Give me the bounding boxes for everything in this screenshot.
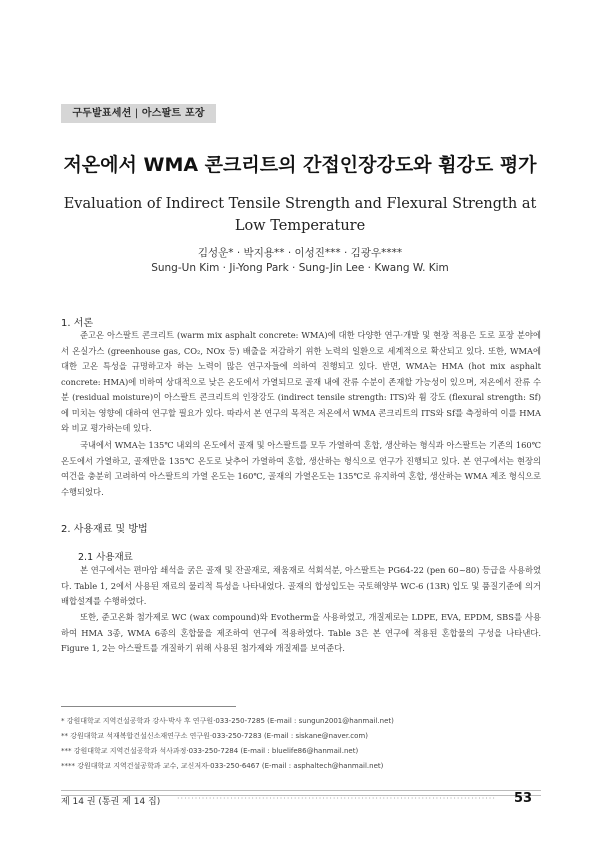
section-2-heading: 2. 사용재료 및 방법 bbox=[61, 524, 148, 535]
section-1-heading: 1. 서론 bbox=[61, 318, 94, 329]
session-category: 구두발표세션 bbox=[72, 108, 132, 119]
section-1-paragraph-2: 국내에서 WMA는 135℃ 내외의 온도에서 골재 및 아스팔트를 모두 가열하여 혼합, 생산하는 형식과 아스팔트는 기존의 160℃ 온도에서 가열하고, 골재만을 135℃ 온도로 낮추어 가열하여 혼합, 생산하는 형식으로 연구가 진행되고 있다. 본 연구에서는 현장의 여건을 충분히 고려하여 아스팔트의 가열 온도는 160℃, 골재의 가열온도는 135℃로 유지하여 혼합, 생산하는 WMA 제조 형식으로 수행되었다. bbox=[61, 440, 541, 497]
page-number: 53 bbox=[514, 791, 533, 806]
footnote-2: ** 강원대학교 석재복합건설신소재연구소 연구원·033-250-7283 (E-mail : siskane@naver.com) bbox=[61, 732, 368, 740]
footer-issue: 제 14 권 (통권 제 14 집) bbox=[61, 797, 161, 807]
section-1-paragraph-1: 준고온 아스팔트 콘크리트 (warm mix asphalt concrete: WMA)에 대한 다양한 연구·개발 및 현장 적용은 도로 포장 분야에서 온실가스 (greenhouse gas, CO₂, NOx 등) 배출을 저감하기 위한 노력의 일환으로 세계적으로 확산되고 있다. 또한, WMA에 대한 고온 특성을 규명하고자 하는 노력이 많은 연구자들에 의하여 진행되고 있다. 반면, WMA는 HMA (hot mix asphalt concrete: HMA)에 비하여 상대적으로 낮은 온도에서 가열되므로 골재 내에 잔류 수분이 존재할 가능성이 있으며, 저온에서 잔류 수분 (residual moisture)이 아스팔트 콘크리트의 인장강도 (indirect tensile strength: ITS)와 휨 강도 (flexural strength: Sf)에 미치는 영향에 대하여 연구할 필요가 있다. 따라서 본 연구의 목적은 저온에서 WMA 콘크리트의 ITS와 Sf를 측정하여 이를 HMA와 비교 평가하는데 있다. bbox=[61, 330, 541, 433]
session-separator: | bbox=[134, 108, 139, 119]
section-2-paragraph-1: 본 연구에서는 편마암 쇄석을 굵은 골재 및 잔골재로, 채움재로 석회석분, 아스팔트는 PG64-22 (pen 60~80) 등급을 사용하였다. Table 1, 2에서 사용된 재료의 물리적 특성을 나타내었다. 골재의 합성입도는 국토해양부 WC-6 (13R) 입도 및 품질기준에 의거 배합설계를 수행하였다. bbox=[61, 565, 541, 606]
footnote-3: *** 강원대학교 지역건설공학과 석사과정·033-250-7284 (E-mail : bluelife86@hanmail.net) bbox=[61, 747, 359, 755]
session-topic: 아스팔트 포장 bbox=[141, 108, 205, 119]
subsection-2-1-heading: 2.1 사용재료 bbox=[78, 552, 133, 563]
authors-korean: 김성운* · 박지용** · 이성진*** · 김광우**** bbox=[197, 247, 403, 259]
footnote-1: * 강원대학교 지역건설공학과 강사·박사 후 연구원·033-250-7285 (E-mail : sungun2001@hanmail.net) bbox=[61, 717, 394, 725]
footnote-divider bbox=[61, 706, 236, 707]
session-tag bbox=[61, 104, 216, 123]
section-2-paragraph-2: 또한, 준고온화 첨가제로 WC (wax compound)와 Evotherm을 사용하였고, 개질제로는 LDPE, EVA, EPDM, SBS를 사용하여 HMA 3종, WMA 6종의 혼합물을 제조하여 연구에 적용하였다. Table 3은 본 연구에 적용된 혼합물의 구성을 나타낸다. Figure 1, 2는 아스팔트를 개질하기 위해 사용된 첨가제와 개질제를 보여준다. bbox=[61, 612, 541, 653]
footnote-4: **** 강원대학교 지역건설공학과 교수, 교신저자·033-250-6467 (E-mail : asphaltech@hanmail.net) bbox=[61, 762, 384, 770]
authors-english: Sung-Un Kim · Ji-Yong Park · Sung-Jin Lee · Kwang W. Kim bbox=[151, 262, 449, 274]
paper-title-english: Evaluation of Indirect Tensile Strength and Flexural Strength at Low Temperature bbox=[63, 196, 537, 234]
paper-title-korean: 저온에서 WMA 콘크리트의 간접인장강도와 휨강도 평가 bbox=[63, 154, 537, 176]
footer-leader-dots: ·························································································· bbox=[177, 794, 496, 803]
